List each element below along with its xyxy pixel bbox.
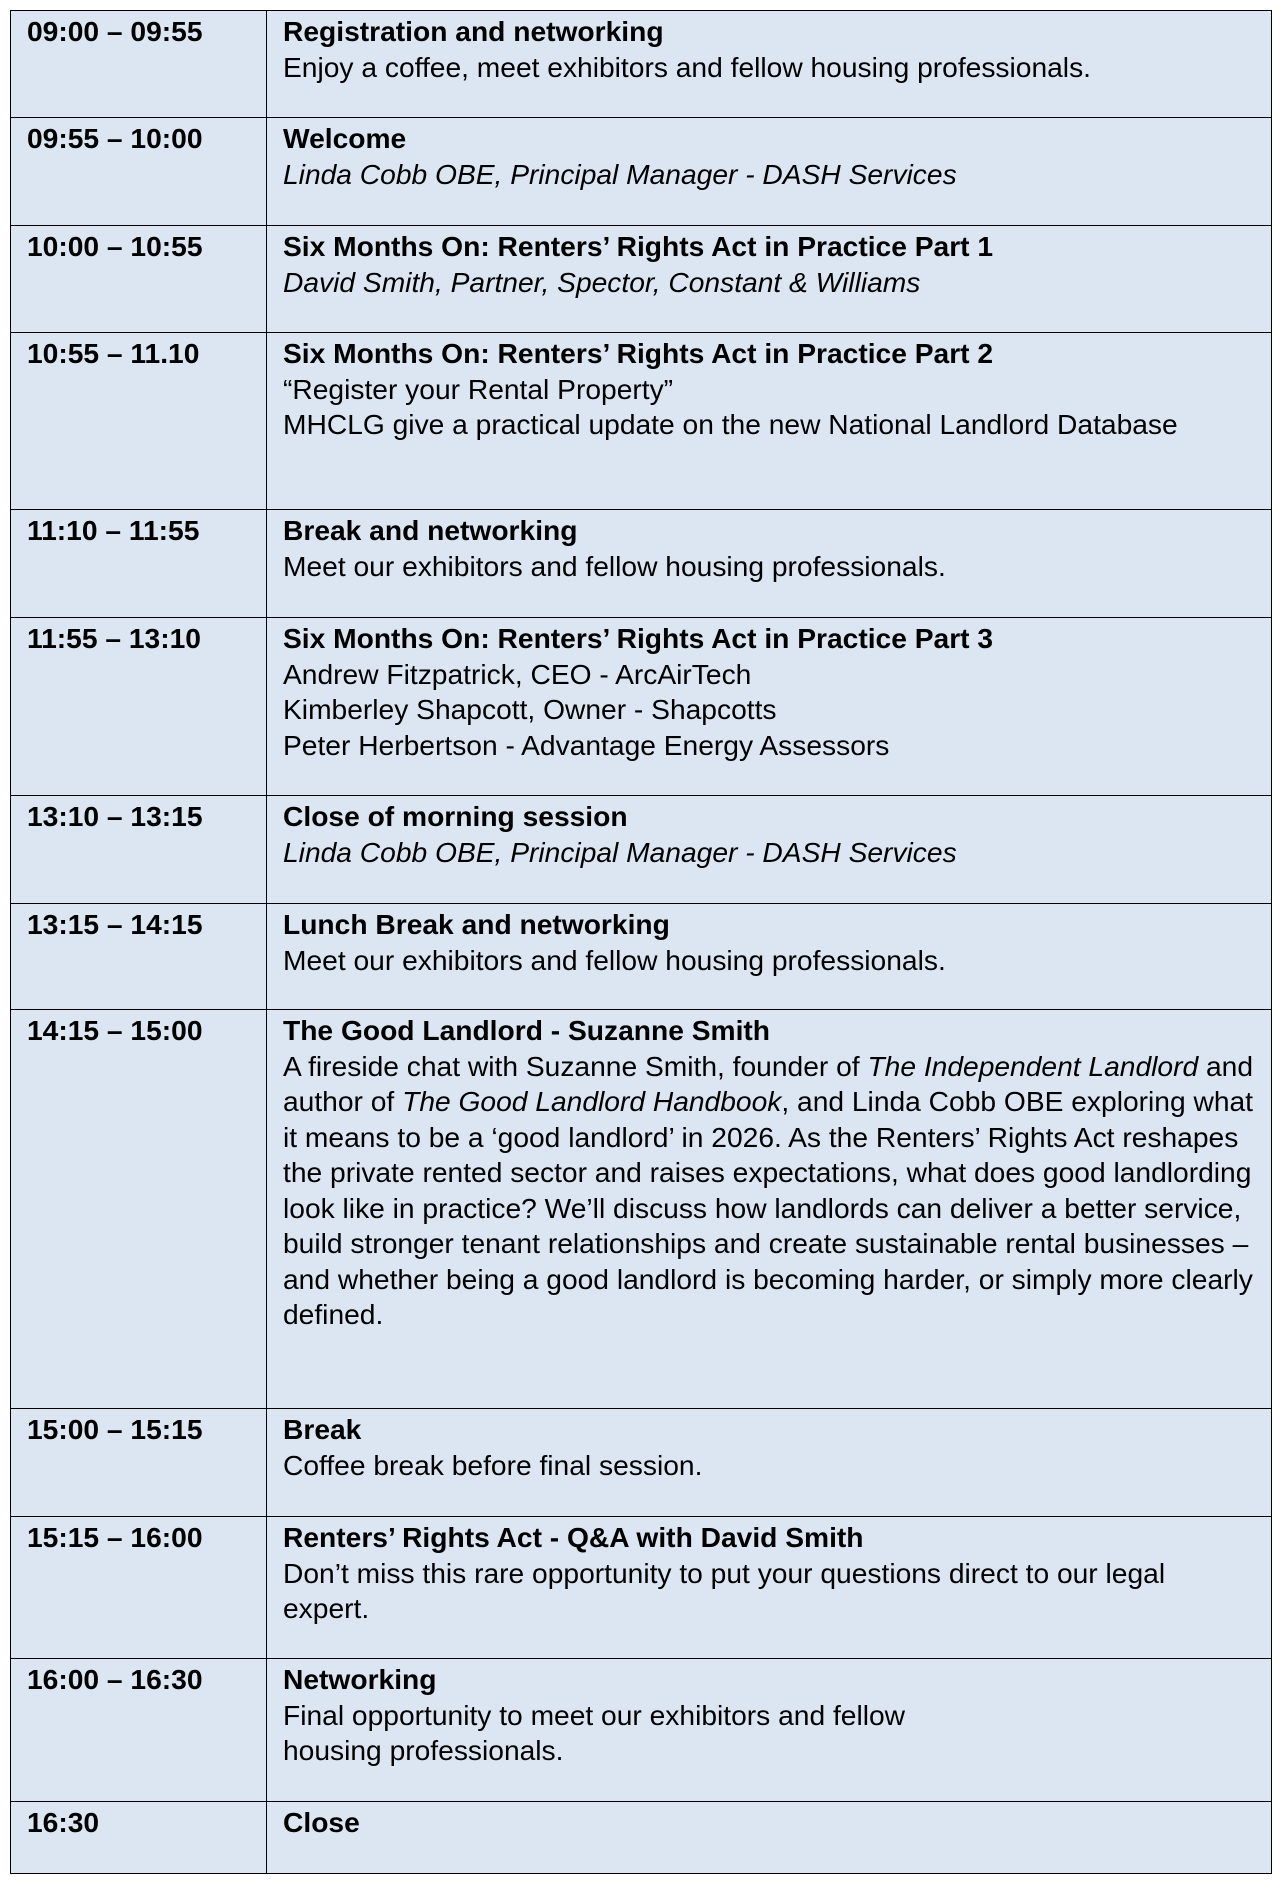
session-description — [283, 1049, 1255, 1333]
description-text: Meet our exhibitors and fellow housing professionals. — [283, 549, 946, 582]
session-details — [267, 1409, 1272, 1517]
session-title: Six Months On: Renters’ Rights Act in Practice Part 1 — [283, 230, 994, 262]
italic-text: Linda Cobb OBE, Principal Manager - DASH Services — [283, 835, 957, 868]
session-details — [267, 904, 1272, 1010]
session-title: Networking — [283, 1663, 437, 1695]
session-description — [283, 407, 1255, 443]
agenda-row — [11, 11, 1272, 118]
session-description — [283, 835, 1255, 871]
agenda-row — [11, 1409, 1272, 1517]
session-time: 09:55 – 10:00 — [11, 118, 267, 226]
session-description — [283, 657, 1255, 693]
description-text: Meet our exhibitors and fellow housing professionals. — [283, 943, 946, 976]
description-text: Coffee break before final session. — [283, 1448, 703, 1481]
agenda-row — [11, 1659, 1272, 1802]
session-description — [283, 1448, 1255, 1484]
italic-text: Linda Cobb OBE, Principal Manager - DASH Services — [283, 157, 957, 190]
session-details — [267, 333, 1272, 510]
session-description — [283, 157, 1255, 193]
session-details — [267, 1517, 1272, 1659]
session-description — [283, 1698, 1255, 1734]
session-description — [283, 1556, 1255, 1627]
session-description — [283, 943, 1255, 979]
session-title: Close — [283, 1806, 360, 1838]
session-title: Break and networking — [283, 514, 578, 546]
italic-text: The Good Landlord Handbook — [402, 1085, 782, 1117]
session-description — [283, 372, 1255, 408]
session-details — [267, 1010, 1272, 1409]
session-time: 10:55 – 11.10 — [11, 333, 267, 510]
session-title: Six Months On: Renters’ Rights Act in Practice Part 2 — [283, 337, 994, 369]
agenda-row — [11, 618, 1272, 796]
description-text: Andrew Fitzpatrick, CEO - ArcAirTech — [283, 657, 752, 690]
session-time: 15:00 – 15:15 — [11, 1409, 267, 1517]
session-details — [267, 618, 1272, 796]
description-text: Enjoy a coffee, meet exhibitors and fellow housing professionals. — [283, 50, 1091, 83]
session-time: 11:10 – 11:55 — [11, 510, 267, 618]
description-text: Final opportunity to meet our exhibitors and fellow — [283, 1698, 906, 1731]
session-time: 16:30 — [11, 1802, 267, 1874]
session-time: 14:15 – 15:00 — [11, 1010, 267, 1409]
session-time: 13:15 – 14:15 — [11, 904, 267, 1010]
agenda-row — [11, 904, 1272, 1010]
session-title: Lunch Break and networking — [283, 908, 670, 940]
session-title: Registration and networking — [283, 15, 664, 47]
agenda-row — [11, 1802, 1272, 1874]
agenda-row — [11, 226, 1272, 333]
agenda-row — [11, 118, 1272, 226]
session-details — [267, 1659, 1272, 1802]
description-text: A fireside chat with Suzanne Smith, founder of — [283, 1049, 868, 1082]
agenda-row — [11, 333, 1272, 510]
description-text: Don’t miss this rare opportunity to put your questions direct to our legal expert. — [283, 1556, 1166, 1624]
description-text: Peter Herbertson - Advantage Energy Assessors — [283, 728, 890, 761]
description-text: , and Linda Cobb OBE exploring what it means to be a ‘good landlord’ in 2026. As the Renters’ Rights Act reshapes the private rented sector and raises expectations, what does good landlording look like in practice? We’ll discuss how landlords can deliver a better service, build stronger tenant relationships and create sustainable rental businesses – and whether being a good landlord is becoming harder, or simply more clearly defined. — [283, 1085, 1254, 1330]
session-details — [267, 1802, 1272, 1874]
description-text: housing professionals. — [283, 1734, 564, 1766]
italic-text: The Independent Landlord — [867, 1049, 1199, 1082]
session-time: 11:55 – 13:10 — [11, 618, 267, 796]
session-time: 15:15 – 16:00 — [11, 1517, 267, 1659]
agenda-table — [10, 10, 1272, 1874]
session-details — [267, 510, 1272, 618]
session-title: Welcome — [283, 122, 407, 154]
italic-text: David Smith, Partner, Spector, Constant & Williams — [283, 265, 921, 298]
session-time: 13:10 – 13:15 — [11, 796, 267, 904]
session-title: Close of morning session — [283, 800, 628, 832]
agenda-row — [11, 510, 1272, 618]
session-title: Break — [283, 1413, 362, 1445]
session-description — [283, 549, 1255, 585]
agenda-row — [11, 1010, 1272, 1409]
agenda-body — [11, 11, 1272, 1874]
description-text: “Register your Rental Property” — [283, 372, 674, 405]
session-details — [267, 226, 1272, 333]
session-time: 09:00 – 09:55 — [11, 11, 267, 118]
session-title: Renters’ Rights Act - Q&A with David Smith — [283, 1521, 864, 1553]
session-details — [267, 796, 1272, 904]
session-description — [283, 265, 1255, 301]
agenda-row — [11, 796, 1272, 904]
session-description — [283, 692, 1255, 728]
session-details — [267, 118, 1272, 226]
description-text: MHCLG give a practical update on the new National Landlord Database — [283, 408, 1178, 440]
session-title: Six Months On: Renters’ Rights Act in Practice Part 3 — [283, 622, 994, 654]
description-text: and author of — [283, 1049, 1254, 1117]
session-details — [267, 11, 1272, 118]
session-title: The Good Landlord - Suzanne Smith — [283, 1014, 771, 1046]
agenda-row — [11, 1517, 1272, 1659]
session-description — [283, 50, 1255, 86]
session-time: 10:00 – 10:55 — [11, 226, 267, 333]
session-description — [283, 728, 1255, 764]
session-time: 16:00 – 16:30 — [11, 1659, 267, 1802]
session-description — [283, 1733, 1255, 1769]
description-text: Kimberley Shapcott, Owner - Shapcotts — [283, 693, 777, 725]
